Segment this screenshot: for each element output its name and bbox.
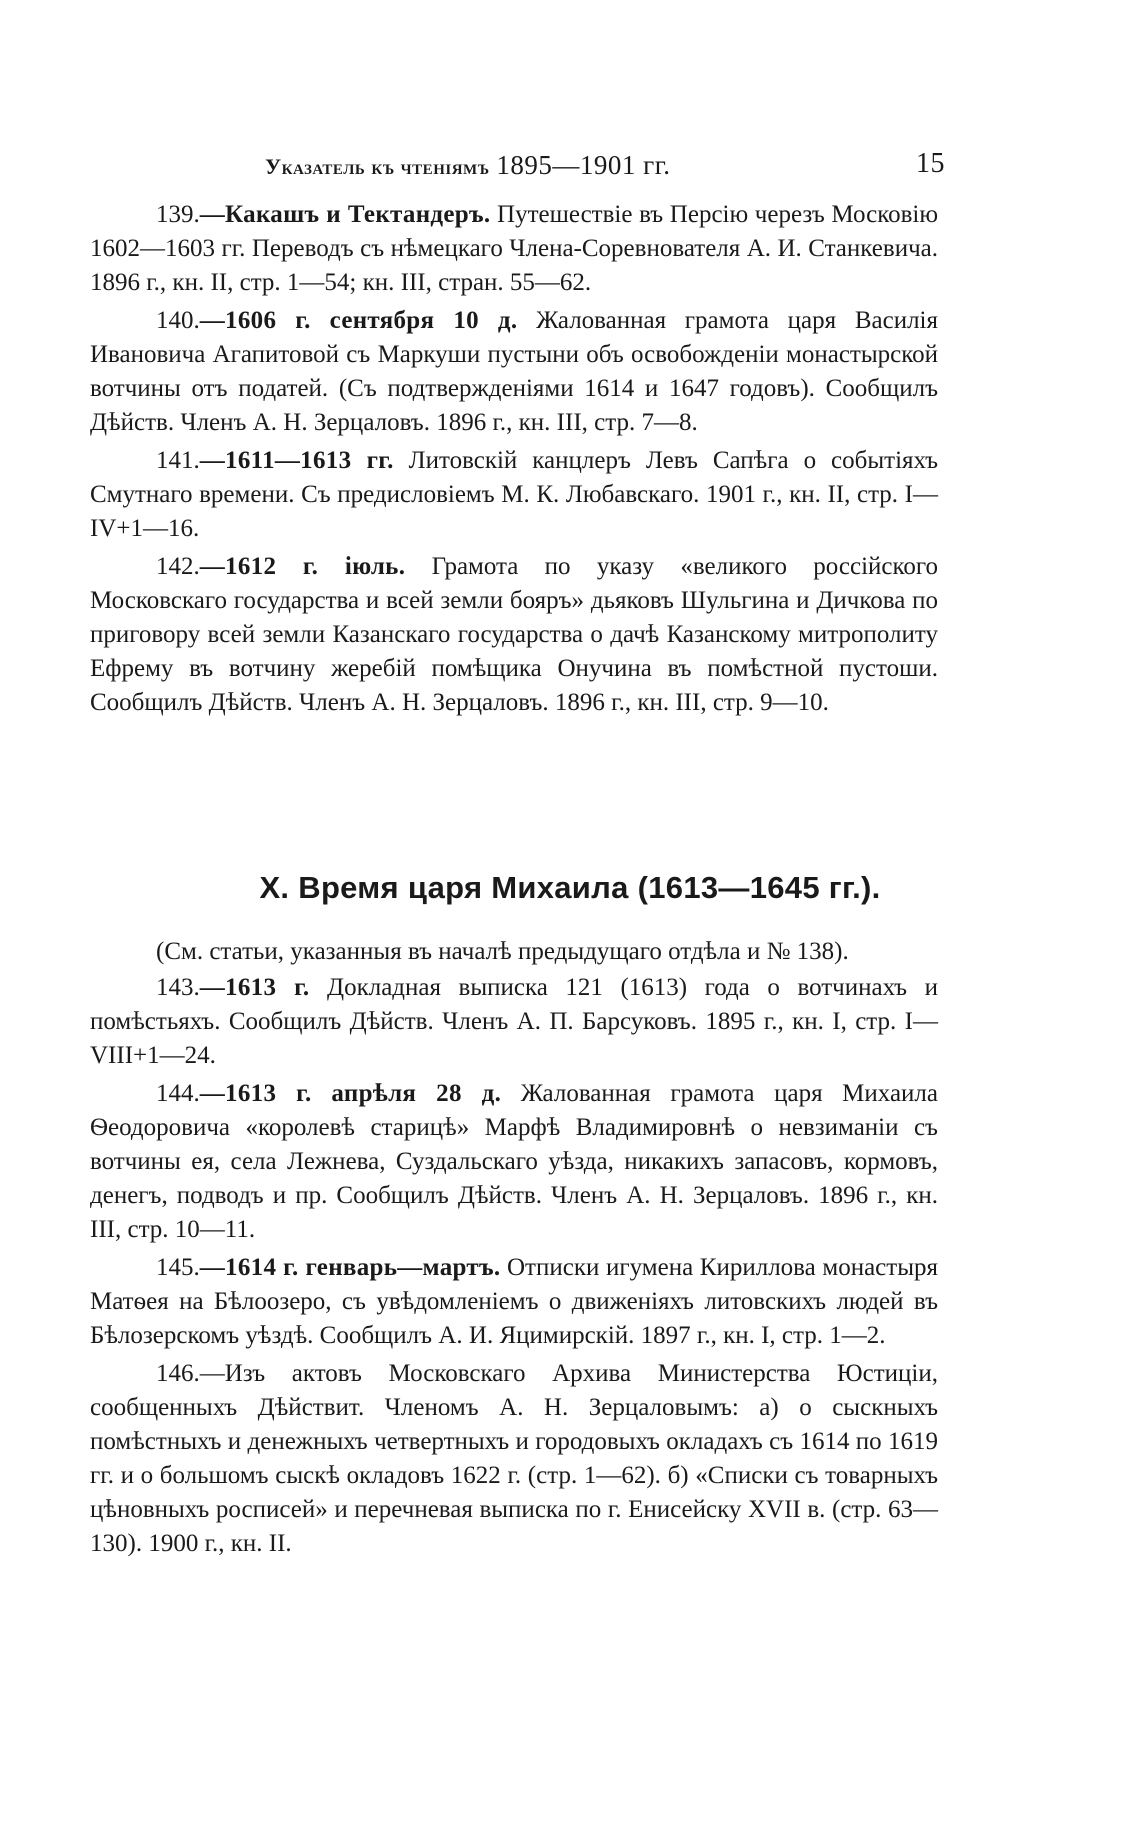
page-number: 15 xyxy=(916,148,945,179)
entry-number: 139. xyxy=(156,201,200,228)
entry-number: 144. xyxy=(156,1080,200,1107)
entry-142 xyxy=(90,550,938,720)
entry-text: Жалованная грамота царя Василія Ивановича Агапитовой съ Маркуши пустыни объ освобожденіи монастырской вотчины отъ податей. (Съ подтвержденіями 1614 и 1647 годовъ). Сообщилъ Дѣйств. Членъ А. Н. Зерцаловъ. 1896 г., кн. III, стр. 7—8. xyxy=(90,307,938,436)
entry-heading: —1613 г. апрѣля 28 д. xyxy=(199,1080,502,1107)
entries-block-before xyxy=(90,198,938,724)
entry-heading: —Какашъ и Тектандеръ. xyxy=(199,201,491,228)
entry-text: Докладная выписка 121 (1613) года о вотчинахъ и помѣстьяхъ. Сообщилъ Дѣйств. Членъ А. П. Барсуковъ. 1895 г., кн. I, стр. I—VIII+1—24. xyxy=(90,974,939,1069)
entry-146 xyxy=(90,1357,938,1561)
entries-block-after xyxy=(90,935,938,1565)
entry-heading: —1612 г. іюль. xyxy=(199,553,406,580)
header-title: Указатель къ чтеніямъ xyxy=(265,154,490,179)
entry-heading: —1606 г. сентября 10 д. xyxy=(199,307,518,334)
entry-text: Литовскій канцлеръ Левъ Сапѣга о событіяхъ Смутнаго времени. Съ предисловіемъ М. К. Любавскаго. 1901 г., кн. II, стр. I—IV+1—16. xyxy=(90,447,938,542)
entry-heading: —1613 г. xyxy=(199,974,310,1001)
entry-145 xyxy=(90,1251,938,1353)
entry-144 xyxy=(90,1077,938,1247)
entry-heading: —Изъ актовъ Московскаго Архива Министерства Юстиціи, xyxy=(199,1360,938,1387)
entry-number: 145. xyxy=(156,1254,200,1281)
entry-139 xyxy=(90,198,938,300)
header-years: 1895—1901 гг. xyxy=(496,150,671,180)
entry-text: Путешествіе въ Персію черезъ Московію 1602—1603 гг. Переводъ съ нѣмецкаго Члена-Соревнователя А. И. Станкевича. 1896 г., кн. II, стр. 1—54; кн. III, стран. 55—62. xyxy=(90,201,938,296)
entry-number: 146. xyxy=(156,1360,200,1387)
entry-heading: —1614 г. генварь—мартъ. xyxy=(199,1254,501,1281)
entry-number: 142. xyxy=(156,553,200,580)
entry-text: Отписки игумена Кириллова монастыря Матѳея на Бѣлоозеро, съ увѣдомленіемъ о движеніяхъ литовскихъ людей въ Бѣлозерскомъ уѣздѣ. Сообщилъ А. И. Яцимирскій. 1897 г., кн. I, стр. 1—2. xyxy=(90,1254,938,1349)
entry-text: Жалованная грамота царя Михаила Ѳеодоровича «королевѣ старицѣ» Марфѣ Владимировнѣ о невзиманіи съ вотчины ея, села Лежнева, Суздальскаго уѣзда, никакихъ запасовъ, кормовъ, денегъ, подводъ и пр. Сообщилъ Дѣйств. Членъ А. Н. Зерцаловъ. 1896 г., кн. III, стр. 10—11. xyxy=(90,1080,938,1243)
entry-text: Грамота по указу «великого россійского Московскаго государства и всей земли бояръ» дьяковъ Шульгина и Дичкова по приговору всей земли Казанскаго государства о дачѣ Казанскому митрополиту Ефрему въ вотчину жеребій помѣщика Онучина въ помѣстной пустоши. Сообщилъ Дѣйств. Членъ А. Н. Зерцаловъ. 1896 г., кн. III, стр. 9—10. xyxy=(90,553,939,716)
entry-143 xyxy=(90,971,938,1073)
entry-heading: —1611—1613 гг. xyxy=(199,447,394,474)
entry-number: 140. xyxy=(156,307,200,334)
entry-number: 143. xyxy=(156,974,200,1001)
running-header xyxy=(265,150,945,181)
entry-141 xyxy=(90,444,938,546)
entry-number: 141. xyxy=(156,447,200,474)
entry-140 xyxy=(90,304,938,440)
section-heading: X. Время царя Михаила (1613—1645 гг.). xyxy=(259,870,881,905)
entry-text: сообщенныхъ Дѣйствит. Членомъ А. Н. Зерцаловымъ: а) о сыскныхъ помѣстныхъ и денежныхъ четвертныхъ и городовыхъ окладахъ съ 1614 по 1619 гг. и о большомъ сыскѣ окладовъ 1622 г. (стр. 1—62). б) «Списки съ товарныхъ цѣновныхъ росписей» и перечневая выписка по г. Енисейску XVII в. (стр. 63—130). 1900 г., кн. II. xyxy=(90,1394,938,1557)
section-note: (См. статьи, указанныя въ началѣ предыдущаго отдѣла и № 138). xyxy=(156,938,849,965)
